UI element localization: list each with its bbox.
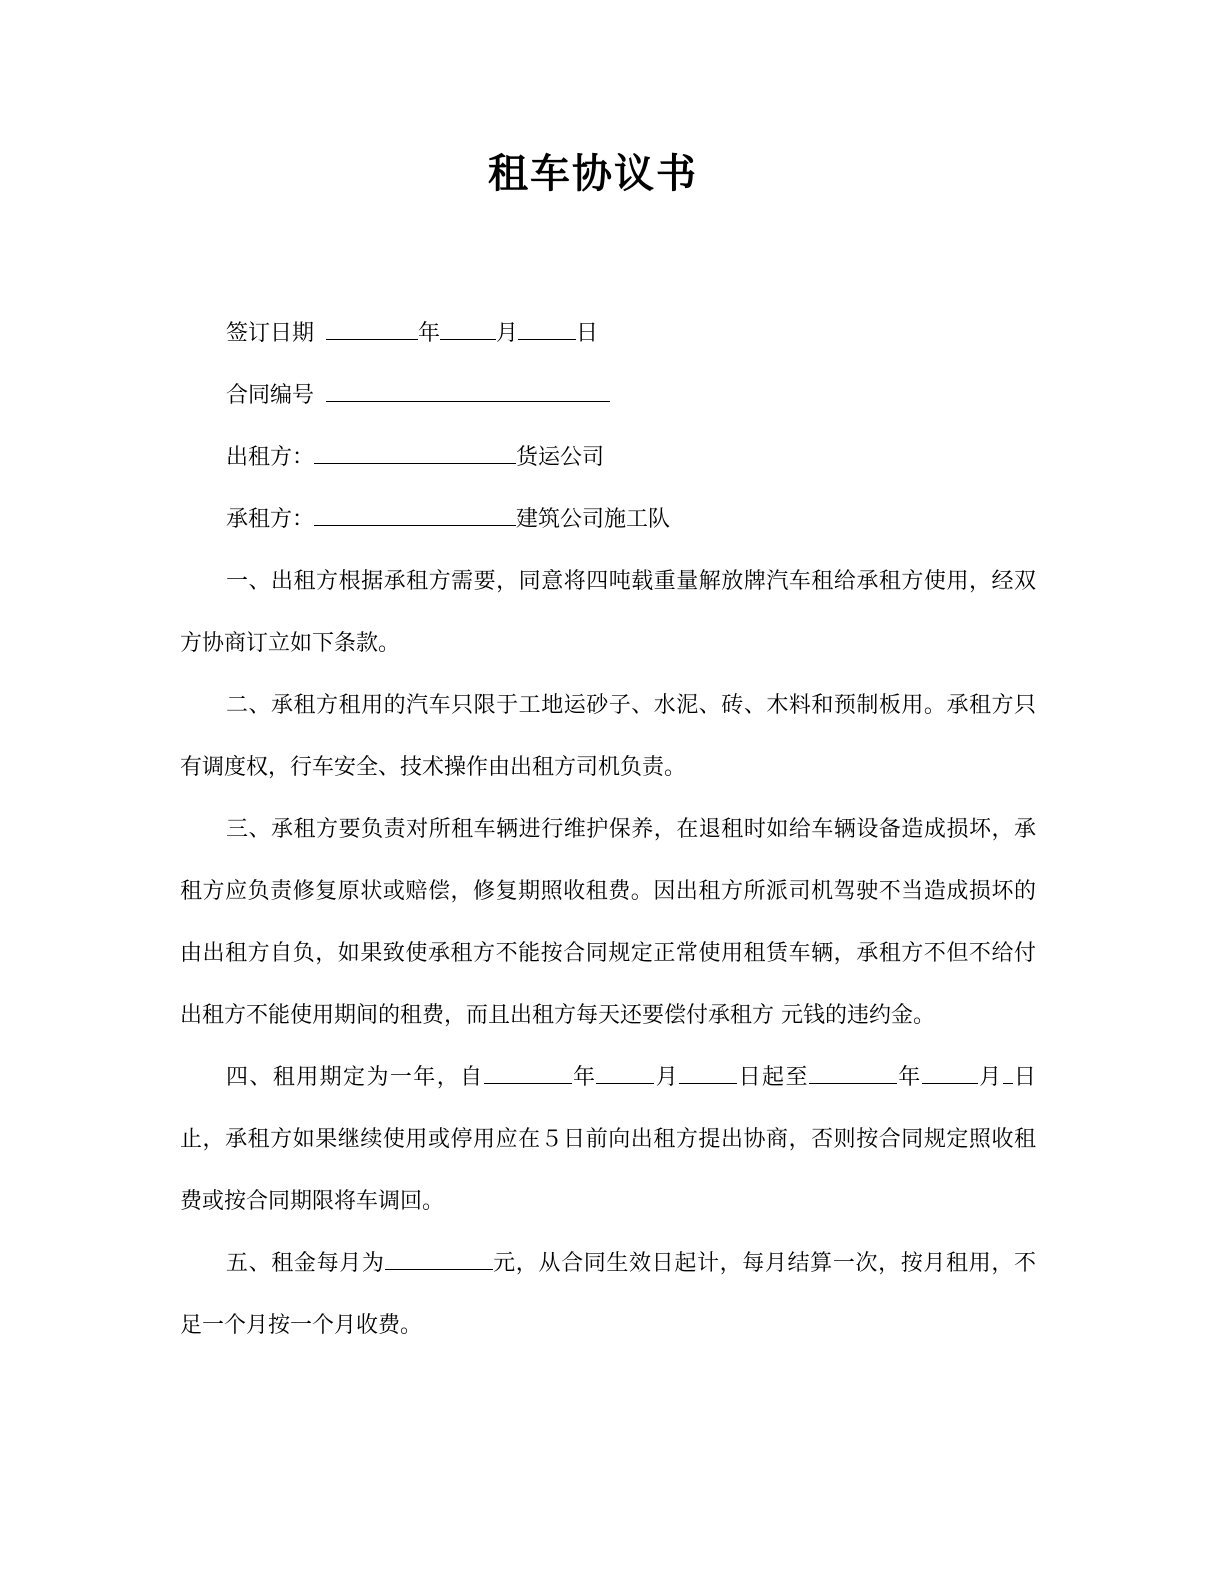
lessee-line [180,489,1036,551]
clause-4 [180,1047,1036,1233]
rent-end-year-label: 年 [896,1065,922,1090]
rent-start-month-label: 月 [654,1065,680,1090]
sign-year-label: 年 [418,321,441,346]
clause-2: 二、承租方租用的汽车只限于工地运砂子、水泥、砖、木料和预制板用。承租方只有调度权，行车安全、技术操作由出租方司机负责。 [180,693,1036,780]
clause-5 [180,1233,1036,1357]
clause-3: 三、承租方要负责对所租车辆进行维护保养，在退租时如给车辆设备造成损坏，承租方应负责修复原状或赔偿，修复期照收租费。因出租方所派司机驾驶不当造成损坏的由出租方自负，如果致使承租方不能按合同规定正常使用租赁车辆，承租方不但不给付出租方不能使用期间的租费，而且出租方每天还要偿付承租方 元钱的违约金。 [180,817,1036,1028]
sign-day-label: 日 [576,321,599,346]
rent-start-day-label: 日起至 [737,1065,809,1090]
rent-start-month-blank[interactable] [596,1063,654,1084]
rent-start-year-label: 年 [571,1065,597,1090]
contract-no-line [180,365,1036,427]
lessee-suffix: 建筑公司施工队 [516,507,671,532]
sign-month-blank[interactable] [440,319,496,340]
rent-start-day-blank[interactable] [679,1063,737,1084]
lessor-line [180,427,1036,489]
clause-1: 一、出租方根据承租方需要，同意将四吨载重量解放牌汽车租给承租方使用，经双方协商订立如下条款。 [180,569,1036,656]
lessor-suffix: 货运公司 [516,445,605,470]
sign-month-label: 月 [496,321,519,346]
contract-no-blank[interactable] [326,381,610,402]
clause-5-prefix: 五、租金每月为 [226,1251,385,1276]
clause-4-prefix: 四、租用期定为一年，自 [226,1065,484,1090]
contract-no-label: 合同编号 [226,383,315,408]
clause-4-rest: 日止，承租方如果继续使用或停用应在５日前向出租方提出协商，否则按合同规定照收租费或按合同期限将车调回。 [180,1065,1036,1214]
document-body [180,303,1036,1357]
sign-date-label: 签订日期 [226,321,315,346]
clause-5-rest: 元，从合同生效日起计，每月结算一次，按月租用，不足一个月按一个月收费。 [180,1251,1036,1338]
sign-day-blank[interactable] [518,319,576,340]
rent-start-year-blank[interactable] [484,1063,572,1084]
lessee-blank[interactable] [314,505,516,526]
rent-end-month-blank[interactable] [922,1063,978,1084]
document-title: 租车协议书 [488,151,698,197]
rent-end-day-blank[interactable] [1003,1063,1013,1084]
rent-end-month-label: 月 [977,1065,1003,1090]
rent-end-year-blank[interactable] [809,1063,897,1084]
lessor-blank[interactable] [314,443,516,464]
sign-date-line [180,303,1036,365]
lessor-label: 出租方： [226,445,315,470]
monthly-rent-blank[interactable] [385,1249,493,1270]
sign-year-blank[interactable] [326,319,418,340]
lessee-label: 承租方： [226,507,315,532]
